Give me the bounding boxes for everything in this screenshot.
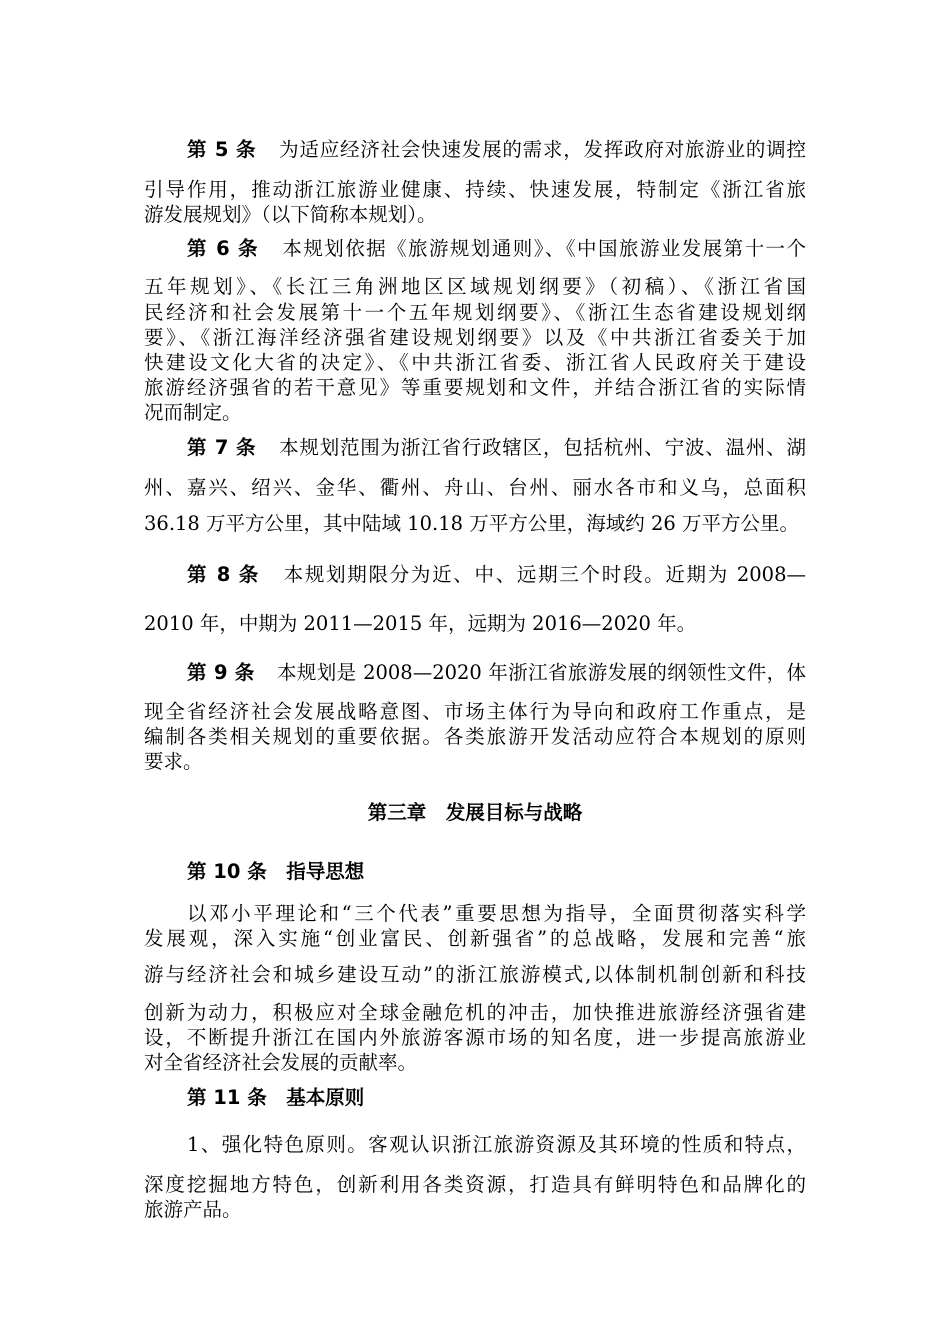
- article-5-line-2: 引导作用，推动浙江旅游业健康、持续、快速发展，特制定《浙江省旅: [144, 178, 806, 201]
- article-6-line-5: 快建设文化大省的决定》、《中共浙江省委、浙江省人民政府关于建设: [144, 351, 806, 374]
- article-6-line-1: 第 6 条 本规划依据《旅游规划通则》、《中国旅游业发展第十一个: [187, 237, 806, 260]
- section-11-heading: 第 11 条 基本原则: [187, 1086, 365, 1109]
- article-6-line-7: 况而制定。: [144, 401, 242, 424]
- section-10-line-2: 发展观，深入实施“创业富民、创新强省”的总战略，发展和完善“旅: [144, 927, 806, 950]
- section-10-line-1: 以邓小平理论和“三个代表”重要思想为指导，全面贯彻落实科学: [187, 902, 806, 925]
- article-7-label: 第 7 条: [187, 436, 257, 459]
- article-6-line-2: 五年规划》、《长江三角洲地区区域规划纲要》（初稿）、《浙江省国: [144, 275, 806, 298]
- article-9-line-1: 第 9 条 本规划是 2008—2020 年浙江省旅游发展的纲领性文件，体: [187, 661, 806, 684]
- article-6-line-6: 旅游经济强省的若干意见》等重要规划和文件，并结合浙江省的实际情: [144, 376, 806, 399]
- article-8-label: 第 8 条: [187, 563, 260, 586]
- article-7-line-1: 第 7 条 本规划范围为浙江省行政辖区，包括杭州、宁波、温州、湖: [187, 436, 806, 459]
- article-9-label: 第 9 条: [187, 661, 255, 684]
- article-5-line-1: 第 5 条 为适应经济社会快速发展的需求，发挥政府对旅游业的调控: [187, 138, 806, 161]
- article-5-label: 第 5 条: [187, 138, 257, 161]
- article-9-line-2: 现全省经济社会发展战略意图、市场主体行为导向和政府工作重点，是: [144, 700, 806, 723]
- section-10-heading: 第 10 条 指导思想: [187, 860, 365, 883]
- section-11-line-2: 深度挖掘地方特色，创新利用各类资源，打造具有鲜明特色和品牌化的: [144, 1173, 806, 1196]
- article-7-line-2: 州、嘉兴、绍兴、金华、衢州、舟山、台州、丽水各市和义乌，总面积: [144, 476, 806, 499]
- section-10-line-4: 创新为动力，积极应对全球金融危机的冲击，加快推进旅游经济强省建: [144, 1001, 806, 1024]
- section-11-line-1: 1、强化特色原则。客观认识浙江旅游资源及其环境的性质和特点，: [187, 1133, 806, 1156]
- section-10-line-5: 设，不断提升浙江在国内外旅游客源市场的知名度，进一步提高旅游业: [144, 1026, 806, 1049]
- article-5-line-3: 游发展规划》（以下简称本规划）。: [144, 203, 437, 226]
- section-10-line-6: 对全省经济社会发展的贡献率。: [144, 1051, 418, 1074]
- article-6-line-4: 要》、《浙江海洋经济强省建设规划纲要》以及《中共浙江省委关于加: [144, 326, 806, 349]
- article-6-label: 第 6 条: [187, 237, 259, 260]
- article-9-line-3: 编制各类相关规划的重要依据。各类旅游开发活动应符合本规划的原则: [144, 725, 806, 748]
- article-9-line-4: 要求。: [144, 750, 203, 773]
- section-11-line-3: 旅游产品。: [144, 1198, 242, 1221]
- article-7-line-3: 36.18 万平方公里，其中陆域 10.18 万平方公里，海域约 26 万平方公里。: [144, 512, 799, 535]
- chapter-heading: 第三章 发展目标与战略: [367, 801, 583, 824]
- article-6-line-3: 民经济和社会发展第十一个五年规划纲要》、《浙江生态省建设规划纲: [144, 301, 806, 324]
- article-8-line-1: 第 8 条 本规划期限分为近、中、远期三个时段。近期为 2008—: [187, 563, 806, 586]
- article-8-line-2: 2010 年，中期为 2011—2015 年，远期为 2016—2020 年。: [144, 612, 697, 635]
- section-10-line-3: 游与经济社会和城乡建设互动”的浙江旅游模式,以体制机制创新和科技: [144, 963, 806, 986]
